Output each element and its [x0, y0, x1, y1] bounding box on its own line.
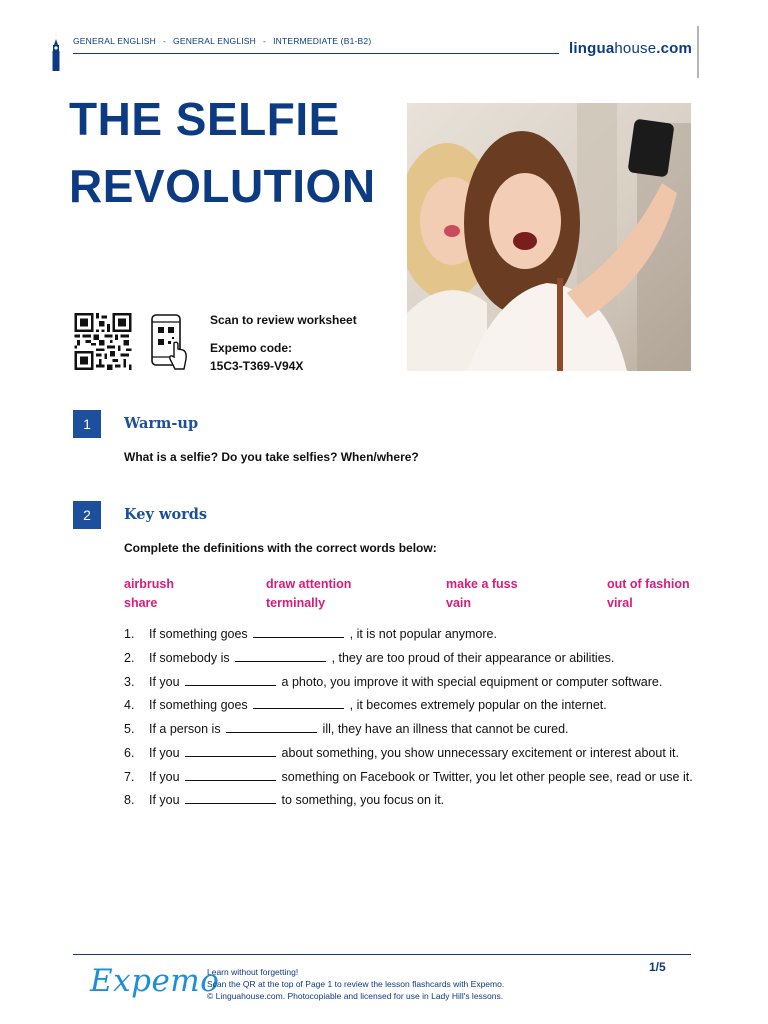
- phone-scan-icon: [150, 313, 190, 371]
- word-bank-item: terminally: [266, 596, 326, 610]
- breadcrumb-separator: -: [263, 36, 267, 46]
- page-title: [69, 86, 376, 220]
- footer-line: Scan the QR at the top of Page 1 to review the lesson flashcards with Expemo.: [207, 979, 505, 989]
- word-bank-item: out of fashion: [607, 577, 690, 591]
- brand-logo-part: .com: [656, 40, 693, 57]
- section-number: 1: [73, 410, 101, 438]
- item-number: 8.: [124, 793, 135, 807]
- breadcrumb-item[interactable]: GENERAL ENGLISH: [73, 36, 156, 46]
- item-text: If somebody is: [149, 651, 230, 665]
- item-text: If you: [149, 793, 180, 807]
- title-line: THE SELFIE: [69, 93, 340, 145]
- item-text: ill, they have an illness that cannot be cured.: [322, 722, 569, 736]
- answer-blank[interactable]: [226, 722, 317, 733]
- answer-blank[interactable]: [185, 770, 276, 781]
- exercise-item: [124, 746, 679, 760]
- qr-code[interactable]: [73, 313, 133, 370]
- word-bank-item: viral: [607, 596, 633, 610]
- exercise-item: [124, 722, 569, 736]
- exercise-item: [124, 651, 614, 665]
- warmup-question: What is a selfie? Do you take selfies? When/where?: [124, 450, 419, 464]
- header-divider: [73, 53, 559, 54]
- item-text: If a person is: [149, 722, 221, 736]
- answer-blank[interactable]: [253, 698, 344, 709]
- item-number: 4.: [124, 698, 135, 712]
- footer-line: © Linguahouse.com. Photocopiable and licensed for use in Lady Hill's lessons.: [207, 991, 504, 1001]
- page-number: 1/5: [649, 960, 666, 974]
- item-number: 1.: [124, 627, 135, 641]
- item-number: 6.: [124, 746, 135, 760]
- scan-info: [210, 311, 357, 376]
- exercise-item: [124, 698, 607, 712]
- brand-logo[interactable]: [569, 40, 692, 57]
- exercise-item: [124, 627, 497, 641]
- item-text: , it is not popular anymore.: [349, 627, 497, 641]
- item-text: If something goes: [149, 698, 248, 712]
- footer-divider: [73, 954, 691, 955]
- big-ben-icon: [50, 39, 62, 71]
- breadcrumb-separator: -: [163, 36, 167, 46]
- item-text: , they are too proud of their appearance or abilities.: [331, 651, 615, 665]
- title-line: REVOLUTION: [69, 160, 376, 212]
- exercise-item: [124, 793, 444, 807]
- word-bank-item: airbrush: [124, 577, 175, 591]
- item-text: about something, you show unnecessary excitement or interest about it.: [281, 746, 679, 760]
- header-accent-bar: [697, 26, 699, 78]
- footer-text: [207, 966, 504, 1002]
- exercise-item: [124, 770, 693, 784]
- brand-logo-part: house: [614, 40, 657, 57]
- answer-blank[interactable]: [185, 746, 276, 757]
- word-bank-item: make a fuss: [446, 577, 518, 591]
- breadcrumb-item[interactable]: INTERMEDIATE (B1-B2): [273, 36, 372, 46]
- section-title: Key words: [124, 506, 208, 523]
- breadcrumb-item[interactable]: GENERAL ENGLISH: [173, 36, 257, 46]
- item-text: something on Facebook or Twitter, you let other people see, read or use it.: [281, 770, 693, 784]
- item-text: , it becomes extremely popular on the internet.: [349, 698, 607, 712]
- scan-instruction: Scan to review worksheet: [210, 313, 357, 327]
- word-bank-item: share: [124, 596, 158, 610]
- breadcrumb: [73, 36, 371, 46]
- item-text: If you: [149, 675, 180, 689]
- item-number: 7.: [124, 770, 135, 784]
- expemo-code: 15C3-T369-V94X: [210, 359, 304, 373]
- expemo-logo[interactable]: Expemo: [90, 963, 220, 999]
- item-number: 3.: [124, 675, 135, 689]
- item-text: If you: [149, 746, 180, 760]
- brand-logo-part: lingua: [569, 40, 615, 57]
- item-text: If something goes: [149, 627, 248, 641]
- item-number: 2.: [124, 651, 135, 665]
- answer-blank[interactable]: [185, 675, 276, 686]
- selfie-photo: [407, 103, 691, 371]
- item-text: a photo, you improve it with special equipment or computer software.: [281, 675, 663, 689]
- section-number: 2: [73, 501, 101, 529]
- item-number: 5.: [124, 722, 135, 736]
- expemo-code-label: Expemo code:: [210, 340, 293, 355]
- item-text: If you: [149, 770, 180, 784]
- item-text: to something, you focus on it.: [281, 793, 445, 807]
- exercise-instruction: Complete the definitions with the correct words below:: [124, 541, 437, 555]
- answer-blank[interactable]: [235, 651, 326, 662]
- word-bank-item: draw attention: [266, 577, 352, 591]
- answer-blank[interactable]: [253, 627, 344, 638]
- footer-line: Learn without forgetting!: [207, 967, 299, 977]
- exercise-item: [124, 675, 662, 689]
- section-title: Warm-up: [124, 415, 199, 432]
- word-bank-item: vain: [446, 596, 472, 610]
- answer-blank[interactable]: [185, 793, 276, 804]
